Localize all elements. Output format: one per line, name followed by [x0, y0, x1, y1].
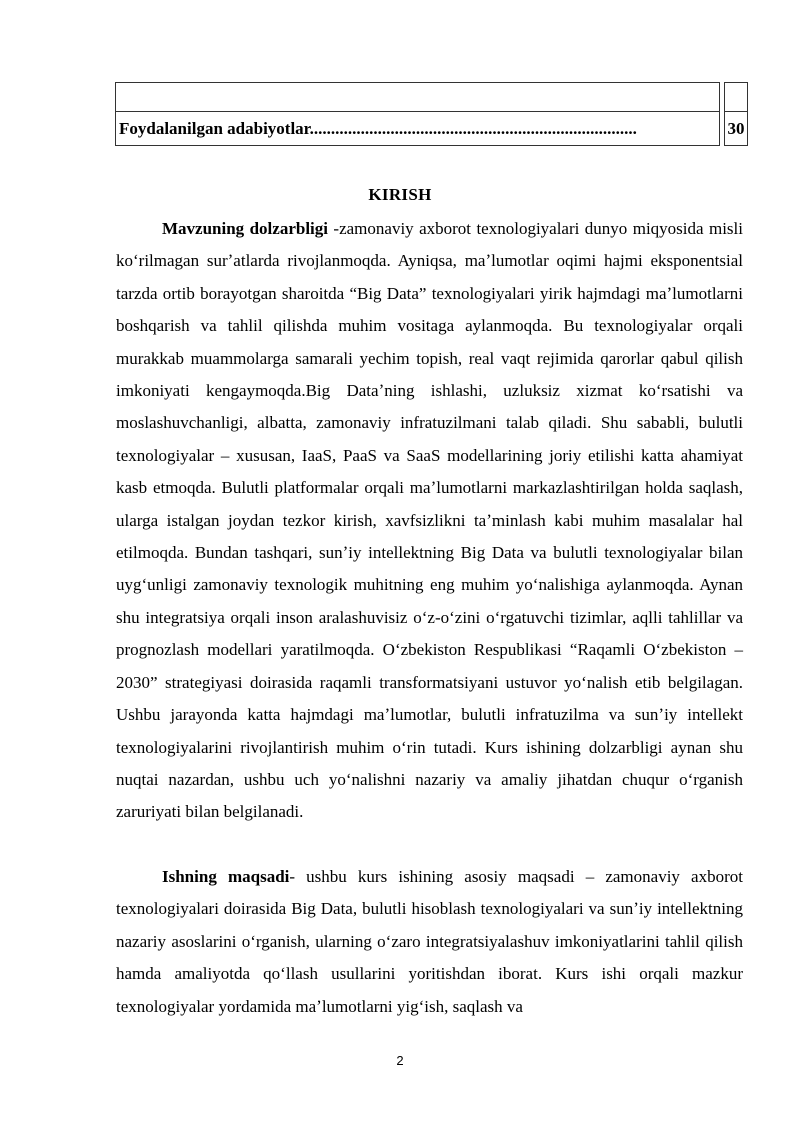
toc-entry — [116, 112, 748, 146]
intro-paragraph — [116, 213, 743, 829]
toc-empty-cell — [116, 83, 720, 112]
page-number: 2 — [396, 1053, 404, 1068]
goal-lead: Ishning maqsadi — [162, 867, 290, 886]
toc-entry-label: Foydalanilgan adabiyotlar — [119, 118, 310, 138]
intro-text: -zamonaviy axborot texnologiyalari dunyo miqyosida misli koʻrilmagan surʼatlarda rivojlanmoqda. Ayniqsa, maʼlumotlar oqimi hajmi eksponentsial tarzda ortib borayotgan sharoitda “Big Data” texnologiyalari yirik hajmdagi maʼlumotlarni boshqarish va tahlil qilishda muhim vositaga aylanmoqda. Bu texnologiyalar orqali murakkab muammolarga samarali yechim topish, real vaqt rejimida qarorlar qabul qilish imkoniyati kengaymoqda.Big Dataʼning ishlashi, uzluksiz xizmat koʻrsatishi va moslashuvchanligi, albatta, zamonaviy infratuzilmani talab qiladi. Shu sababli, bulutli texnologiyalar – xususan, IaaS, PaaS va SaaS modellarining joriy etilishi katta ahamiyat kasb etmoqda. Bulutli platformalar orqali maʼlumotlarni markazlashtirilgan holda saqlash, ularga istalgan joydan tezkor kirish, xavfsizlikni taʼminlash kabi muhim masalalar hal etilmoqda. Bundan tashqari, sunʼiy intellektning Big Data va bulutli texnologiyalar bilan uygʻunligi zamonaviy texnologik muhitning eng muhim yoʻnalishiga aylanmoqda. Aynan shu integratsiya orqali inson aralashuvisiz oʻz-oʻzini oʻrgatuvchi tizimlar, aqlli tahlillar va prognozlash modellari yaratilmoqda. Oʻzbekiston Respublikasi “Raqamli Oʻzbekiston – 2030” strategiyasi doirasida raqamli transformatsiyani ustuvor yoʻnalish etib belgilagan. Ushbu jarayonda katta hajmdagi maʼlumotlar, bulutli infratuzilma va sunʼiy intellekt texnologiyalarini rivojlantirish muhim oʻrin tutadi. Kurs ishining dolzarbligi aynan shu nuqtai nazardan, ushbu uch yoʻnalishni nazariy va amaliy jihatdan chuqur oʻrganish zaruriyati bilan belgilanadi. — [116, 219, 743, 822]
goal-paragraph — [116, 861, 743, 1023]
toc-empty-page-cell — [725, 83, 748, 112]
section-heading: KIRISH — [368, 185, 432, 204]
toc-entry-cell — [116, 112, 720, 146]
toc-empty-row — [116, 83, 748, 112]
toc-leader-dots: ............................................................................. — [309, 118, 637, 138]
table-of-contents — [115, 82, 748, 146]
toc-entry-page: 30 — [725, 112, 748, 146]
intro-lead: Mavzuning dolzarbligi — [162, 219, 328, 238]
goal-text: - ushbu kurs ishining asosiy maqsadi – zamonaviy axborot texnologiyalari doirasida Big Data, bulutli hisoblash texnologiyalari va sunʼiy intellektning nazariy asoslarini oʻrganish, ularning oʻzaro integratsiyalashuv imkoniyatlarini tahlil qilish hamda amaliyotda qoʻllash usullarini yoritishdan iborat. Kurs ishi orqali mazkur texnologiyalar yordamida maʼlumotlarni yigʻish, saqlash va — [116, 867, 743, 1016]
